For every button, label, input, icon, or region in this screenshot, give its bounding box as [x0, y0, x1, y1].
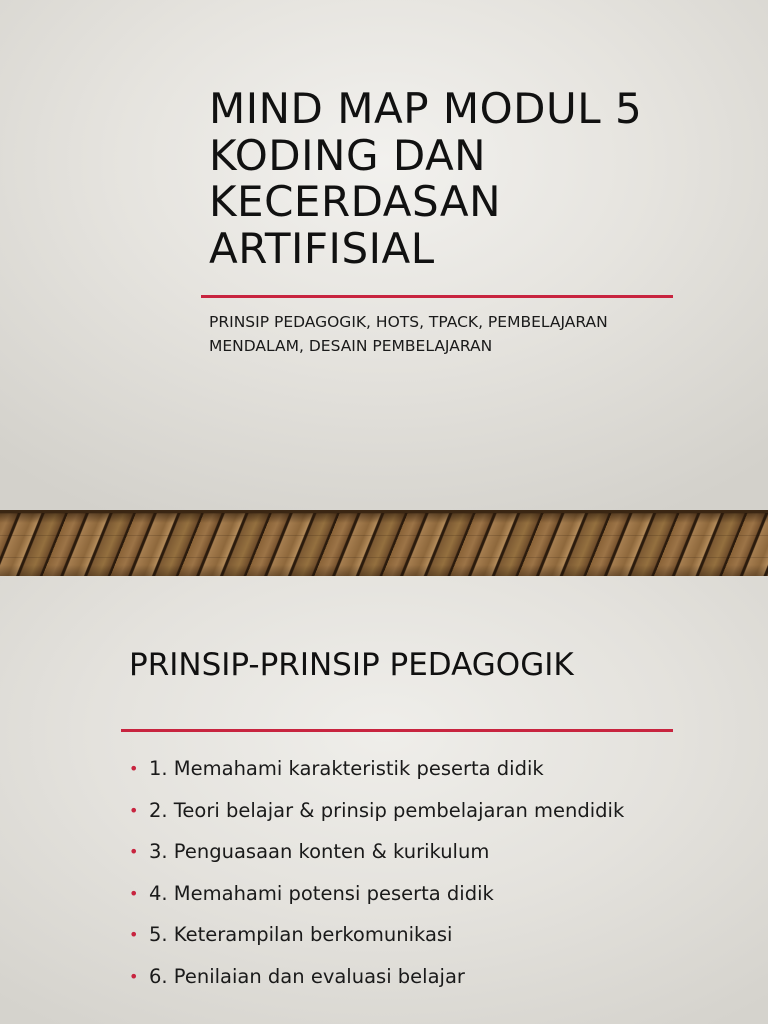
- title-divider: [201, 295, 673, 298]
- bullet-icon: •: [129, 800, 139, 820]
- list-item: [129, 879, 649, 909]
- list-item-text: 3. Penguasaan konten & kurikulum: [149, 840, 490, 863]
- list-item-text: 4. Memahami potensi peserta didik: [149, 881, 494, 905]
- bullet-icon: •: [129, 759, 139, 778]
- slide-title: MIND MAP MODUL 5 KODING DAN KECERDASAN ARTIFISIAL: [209, 84, 643, 273]
- list-item-text: 6. Penilaian dan evaluasi belajar: [149, 964, 465, 988]
- bullet-icon: •: [129, 925, 139, 944]
- list-item-text: 2. Teori belajar & prinsip pembelajaran mendidik: [149, 798, 625, 822]
- list-item-text: 5. Keterampilan berkomunikasi: [149, 923, 453, 946]
- list-item: [129, 754, 649, 784]
- heading-divider: [121, 729, 673, 732]
- list-item-text: 1. Memahami karakteristik peserta didik: [149, 757, 544, 780]
- bullet-icon: •: [129, 883, 139, 903]
- list-item: [129, 962, 649, 992]
- list-item: [129, 920, 649, 950]
- content-slide: [0, 576, 768, 1024]
- list-item: [129, 837, 649, 867]
- slide-heading: PRINSIP-PRINSIP PEDAGOGIK: [129, 647, 574, 683]
- bullet-icon: •: [129, 966, 139, 986]
- bullet-icon: •: [129, 842, 139, 861]
- slide-subtitle: PRINSIP PEDAGOGIK, HOTS, TPACK, PEMBELAJARAN MENDALAM, DESAIN PEMBELAJARAN: [209, 313, 608, 355]
- list-item: [129, 796, 649, 826]
- bullet-list: [129, 754, 649, 1003]
- wood-floor-image: [0, 510, 768, 576]
